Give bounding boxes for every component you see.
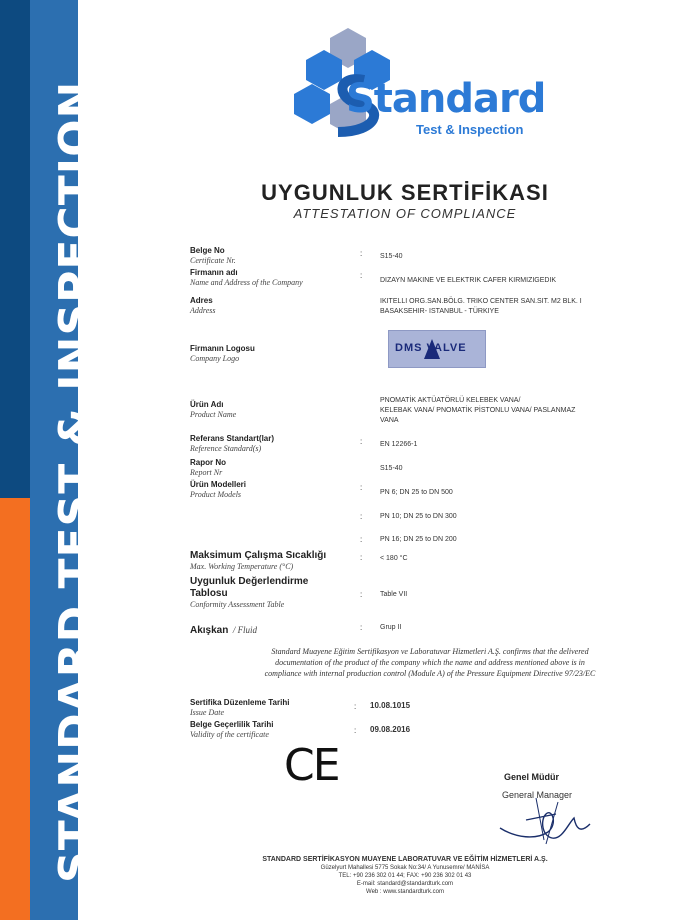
colon: : [360, 535, 363, 544]
field-label-en: / Fluid [232, 625, 258, 635]
field-label: Ürün Adı [190, 400, 224, 409]
statement-line-2: documentation of the product of the company which the name and address mentioned above is in [275, 658, 585, 667]
colon: : [360, 590, 363, 599]
colon: : [360, 623, 363, 632]
dms-logo-text: DMS VALVE [395, 342, 467, 354]
sidebar-text: STANDARD TEST & INSPECTION [50, 80, 101, 883]
row-assessment [190, 576, 660, 610]
field-label: Sertifika Düzenleme Tarihi [190, 698, 290, 707]
models-line-2: PN 10; DN 25 to DN 300 [380, 513, 457, 520]
field-label: Rapor No [190, 458, 226, 467]
models-line-1: PN 6; DN 25 to DN 500 [380, 489, 453, 496]
field-label-en: Product Name [190, 410, 237, 419]
colon: : [354, 726, 357, 735]
colon: : [360, 512, 363, 521]
footer-email: E-mail: standard@standardturk.com [356, 881, 454, 887]
sidebar-orange-band [0, 498, 30, 920]
product-line-3: VANA [380, 417, 399, 424]
address-line-2: BASAKSEHIR- ISTANBUL - TÜRKIYE [380, 308, 499, 315]
row-fluid [190, 620, 660, 638]
row-company [190, 268, 660, 288]
certificate-title: UYGUNLUK SERTİFİKASI [261, 180, 549, 205]
field-label-en: Address [190, 306, 216, 315]
footer [190, 856, 620, 896]
logo-word: Standard [346, 76, 546, 122]
field-label: Uygunluk Değerlendirme [190, 576, 309, 587]
field-label: Referans Standart(lar) [190, 434, 275, 443]
signatory-title-en: General Manager [502, 790, 573, 800]
colon: : [360, 437, 363, 446]
field-label-en: Reference Standard(s) [190, 444, 262, 453]
field-value: EN 12266-1 [380, 441, 418, 448]
field-label-en: Product Models [190, 490, 242, 499]
row-address [190, 296, 660, 316]
product-line-1: PNOMATİK AKTÜATÖRLÜ KELEBEK VANA/ [380, 397, 521, 404]
field-value [380, 297, 670, 317]
field-value: 10.08.1015 [370, 701, 411, 710]
field-value: < 180 °C [380, 555, 408, 562]
field-value: DIZAYN MAKINE VE ELEKTRIK CAFER KIRMIZIGEDIK [380, 277, 557, 284]
field-label: Ürün Modelleri [190, 480, 247, 489]
row-standard [190, 434, 660, 454]
field-value: 09.08.2016 [370, 725, 411, 734]
ce-mark: CE [284, 740, 339, 791]
field-label-en: Issue Date [190, 708, 224, 717]
signatory-title: Genel Müdür [504, 772, 560, 782]
logo-subtitle: Test & Inspection [416, 122, 524, 137]
field-label-en: Max. Working Temperature (°C) [190, 562, 294, 571]
field-label: Adres [190, 296, 213, 305]
field-value: Table VII [380, 591, 408, 598]
row-temp [190, 550, 660, 572]
field-label-en: Conformity Assessment Table [190, 600, 285, 609]
field-value [380, 396, 670, 426]
footer-line-2: TEL: +90 236 302 01 44; FAX: +90 236 302 01 43 [338, 873, 472, 879]
signature-icon [486, 784, 606, 850]
statement-line-1: Standard Muayene Eğitim Sertifikasyon ve Laboratuvar Hizmetleri A.Ş. confirms that the delivered [271, 647, 589, 656]
colon: : [360, 483, 363, 492]
row-report [190, 458, 660, 478]
company-logo [288, 24, 558, 144]
field-label: Maksimum Çalışma Sıcaklığı [190, 550, 327, 561]
dms-valve-logo [388, 330, 486, 368]
colon: : [354, 702, 357, 711]
field-label-en: Validity of the certificate [190, 730, 269, 739]
field-label-2: Tablosu [190, 588, 228, 599]
colon: : [360, 249, 363, 258]
row-models [190, 480, 660, 544]
footer-title: STANDARD SERTİFİKASYON MUAYENE LABORATUVAR VE EĞİTİM HİZMETLERİ A.Ş. [262, 856, 548, 863]
colon: : [360, 553, 363, 562]
field-value: Grup II [380, 624, 402, 631]
address-line-1: IKITELLI ORG.SAN.BÖLG. TRIKO CENTER SAN.SIT. M2 BLK. I [380, 298, 582, 305]
field-label: Firmanın adı [190, 268, 238, 277]
footer-web: Web : www.standardturk.com [366, 889, 444, 895]
field-label: Firmanın Logosu [190, 344, 255, 353]
row-validity [190, 720, 660, 740]
row-cert-no [190, 246, 660, 266]
field-label: Belge Geçerlilik Tarihi [190, 720, 274, 729]
statement-line-3: compliance with internal production control (Module A) of the Pressure Equipment Directive 97/23/EC [264, 669, 596, 678]
field-label-en: Company Logo [190, 354, 240, 363]
field-label: Akışkan [190, 625, 229, 636]
field-label-en: Certificate Nr. [190, 256, 236, 265]
product-line-2: KELEBAK VANA/ PNOMATİK PİSTONLU VANA/ PASLANMAZ [380, 407, 576, 414]
field-label-en: Name and Address of the Company [190, 278, 303, 287]
field-label-en: Report Nr [190, 468, 223, 477]
compliance-statement [200, 646, 660, 679]
field-value: S15-40 [380, 465, 403, 472]
models-line-3: PN 16; DN 25 to DN 200 [380, 536, 457, 543]
row-issue [190, 698, 660, 718]
field-value: S15-40 [380, 253, 403, 260]
row-product [190, 397, 660, 424]
footer-line-1: Güzelyurt Mahallesi 5775 Sokak No:34/ A Yunusemre/ MANİSA [320, 865, 490, 871]
colon: : [360, 271, 363, 280]
field-label: Belge No [190, 246, 225, 255]
certificate-subtitle: ATTESTATION OF COMPLIANCE [293, 206, 517, 221]
